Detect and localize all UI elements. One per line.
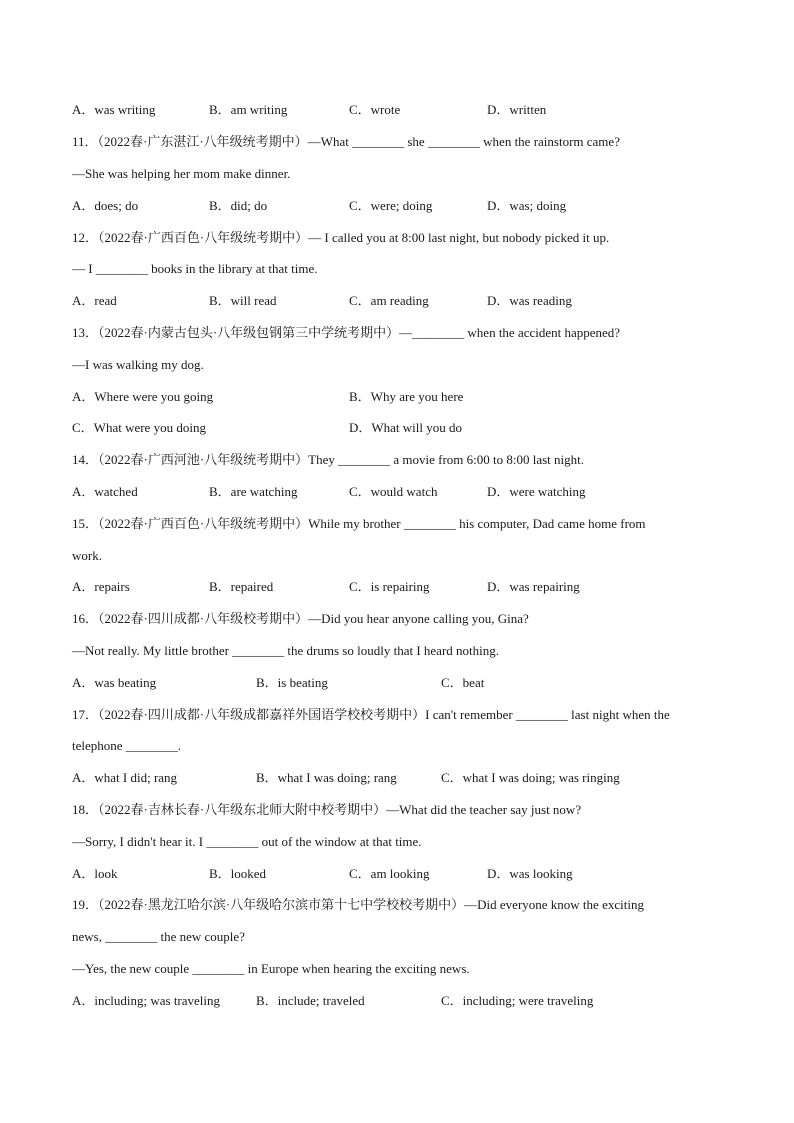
q19-option-b: B．include; traveled bbox=[256, 993, 365, 1008]
q14-option-d: D．were watching bbox=[487, 484, 586, 499]
q19-answer-line: —Yes, the new couple ________ in Europe when hearing the exciting news. bbox=[72, 961, 470, 976]
q19-stem-continued: news, ________ the new couple? bbox=[72, 929, 245, 944]
q16-option-c: C．beat bbox=[441, 675, 485, 690]
q18-option-a: A．look bbox=[72, 866, 118, 881]
q11-option-b: B．did; do bbox=[209, 198, 268, 213]
q11-option-c: C．were; doing bbox=[349, 198, 433, 213]
q13-answer-line: —I was walking my dog. bbox=[72, 357, 204, 372]
q17-option-a: A．what I did; rang bbox=[72, 770, 178, 785]
q16-answer-line: —Not really. My little brother ________ the drums so loudly that I heard nothing. bbox=[72, 643, 500, 658]
q18-stem: 18．（2022春·吉林长春·八年级东北师大附中校考期中）—What did the teacher say just now? bbox=[72, 802, 582, 817]
q13-option-a: A．Where were you going bbox=[72, 389, 214, 404]
q14-option-c: C．would watch bbox=[349, 484, 438, 499]
q11-option-d: D．was; doing bbox=[487, 198, 567, 213]
q12-option-b: B．will read bbox=[209, 293, 277, 308]
q13-option-d: D．What will you do bbox=[349, 420, 463, 435]
q14-option-b: B．are watching bbox=[209, 484, 298, 499]
q10-option-a: A．was writing bbox=[72, 102, 156, 117]
q18-option-b: B．looked bbox=[209, 866, 267, 881]
q12-stem: 12．（2022春·广西百色·八年级统考期中）— I called you at 8:00 last night, but nobody picked it up. bbox=[72, 230, 610, 245]
q15-option-d: D．was repairing bbox=[487, 579, 580, 594]
q17-option-c: C．what I was doing; was ringing bbox=[441, 770, 620, 785]
q10-option-b: B．am writing bbox=[209, 102, 288, 117]
q15-option-a: A．repairs bbox=[72, 579, 130, 594]
q12-option-c: C．am reading bbox=[349, 293, 429, 308]
q11-answer-line: —She was helping her mom make dinner. bbox=[72, 166, 291, 181]
q15-stem: 15．（2022春·广西百色·八年级统考期中）While my brother ________ his computer, Dad came home from bbox=[72, 516, 646, 531]
q15-option-c: C．is repairing bbox=[349, 579, 430, 594]
q18-option-c: C．am looking bbox=[349, 866, 430, 881]
q13-option-b: B．Why are you here bbox=[349, 389, 464, 404]
q16-stem: 16．（2022春·四川成都·八年级校考期中）—Did you hear anyone calling you, Gina? bbox=[72, 611, 529, 626]
q16-option-b: B．is beating bbox=[256, 675, 328, 690]
q15-option-b: B．repaired bbox=[209, 579, 274, 594]
q12-option-d: D．was reading bbox=[487, 293, 572, 308]
q17-option-b: B．what I was doing; rang bbox=[256, 770, 397, 785]
q17-stem: 17．（2022春·四川成都·八年级成都嘉祥外国语学校校考期中）I can't remember ________ last night when the bbox=[72, 707, 670, 722]
q17-stem-continued: telephone ________. bbox=[72, 738, 182, 753]
q11-option-a: A．does; do bbox=[72, 198, 139, 213]
q16-option-a: A．was beating bbox=[72, 675, 157, 690]
q13-option-c: C．What were you doing bbox=[72, 420, 206, 435]
q15-stem-continued: work. bbox=[72, 548, 102, 563]
q10-option-d: D．written bbox=[487, 102, 547, 117]
q18-answer-line: —Sorry, I didn't hear it. I ________ out of the window at that time. bbox=[72, 834, 422, 849]
q14-stem: 14．（2022春·广西河池·八年级统考期中）They ________ a movie from 6:00 to 8:00 last night. bbox=[72, 452, 585, 467]
q10-option-c: C．wrote bbox=[349, 102, 401, 117]
q12-option-a: A．read bbox=[72, 293, 117, 308]
q18-option-d: D．was looking bbox=[487, 866, 573, 881]
q12-answer-line: — I ________ books in the library at that time. bbox=[72, 261, 318, 276]
q14-option-a: A．watched bbox=[72, 484, 138, 499]
q19-option-c: C．including; were traveling bbox=[441, 993, 594, 1008]
q19-stem: 19．（2022春·黑龙江哈尔滨·八年级哈尔滨市第十七中学校校考期中）—Did everyone know the exciting bbox=[72, 897, 644, 912]
q11-stem: 11．（2022春·广东湛江·八年级统考期中）—What ________ she ________ when the rainstorm came? bbox=[72, 134, 620, 149]
q19-option-a: A．including; was traveling bbox=[72, 993, 221, 1008]
q13-stem: 13．（2022春·内蒙古包头·八年级包钢第三中学统考期中）—________ when the accident happened? bbox=[72, 325, 621, 340]
